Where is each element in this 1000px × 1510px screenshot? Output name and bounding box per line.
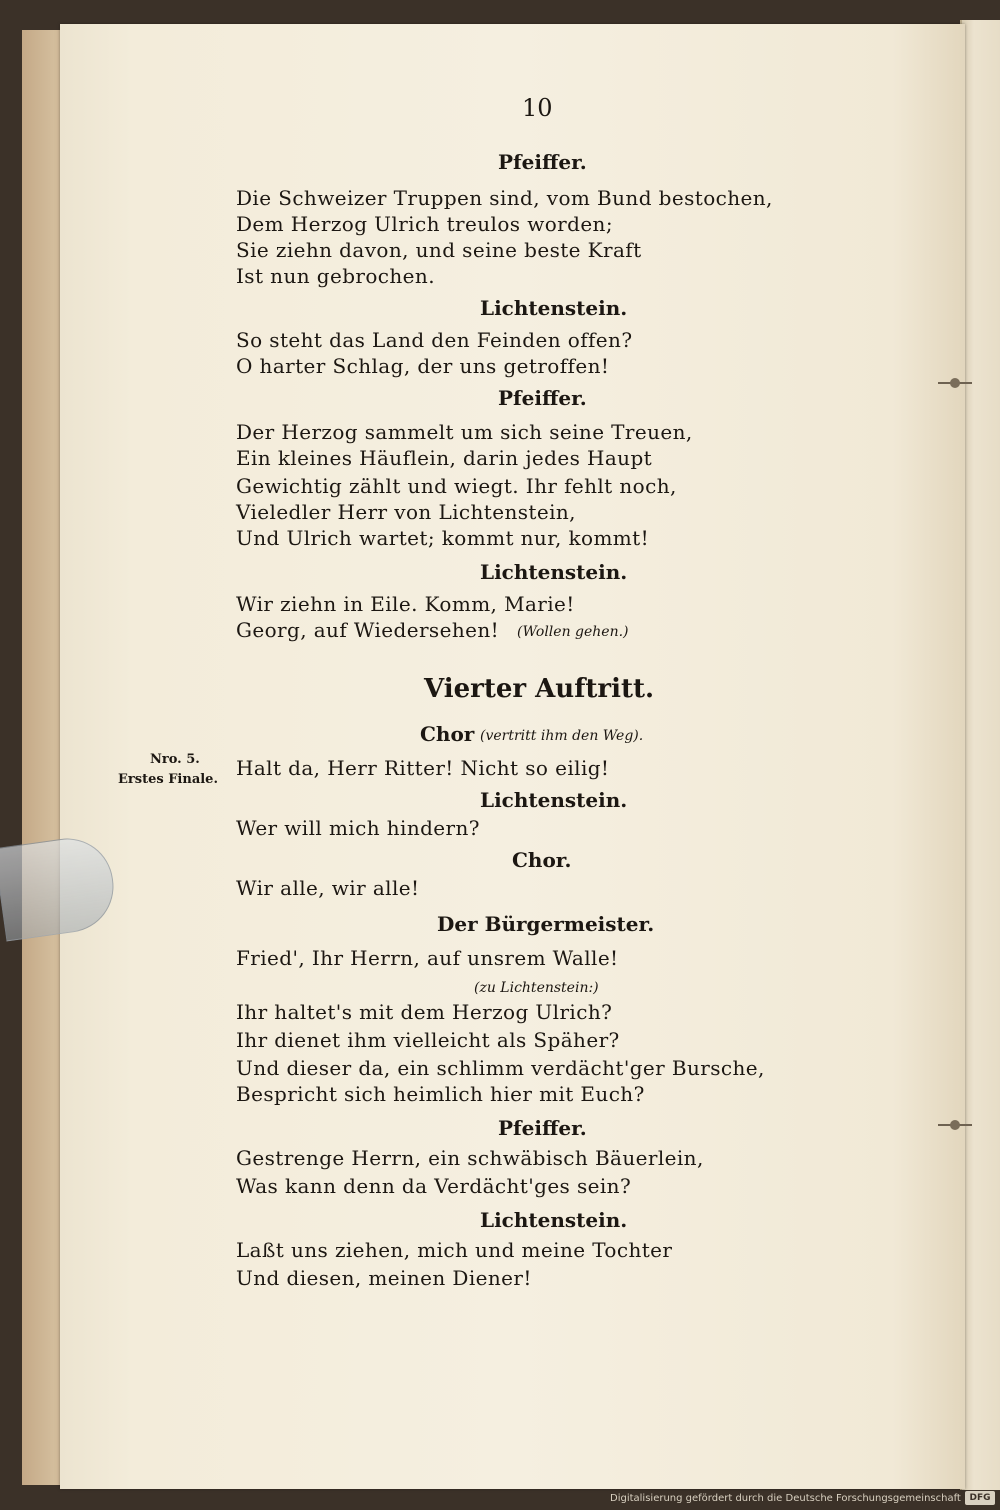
speaker-label: Der Bürgermeister. [437,912,655,936]
show-through-text [610,170,840,1300]
verse-line: Die Schweizer Truppen sind, vom Bund bestochen, [236,186,773,210]
verse-line: Und dieser da, ein schlimm verdächt'ger Bursche, [236,1056,765,1080]
dfg-logo: DFG [965,1491,995,1505]
speaker-label: Lichtenstein. [480,560,628,584]
staple-icon [938,378,972,388]
verse-line: Fried', Ihr Herrn, auf unsrem Walle! [236,946,619,970]
verse-line: Vieledler Herr von Lichtenstein, [236,500,576,524]
speaker-label: Pfeiffer. [498,386,587,410]
stage-direction: (zu Lichtenstein:) [474,980,599,996]
verse-line: Der Herzog sammelt um sich seine Treuen, [236,420,693,444]
verse-line: Was kann denn da Verdächt'ges sein? [236,1174,632,1198]
verse-line: Und Ulrich wartet; kommt nur, kommt! [236,526,650,550]
verse-line: Gestrenge Herrn, ein schwäbisch Bäuerlein, [236,1146,704,1170]
verse-line: Wir alle, wir alle! [236,876,420,900]
speaker-label: Chor [420,722,475,746]
speaker-label: Pfeiffer. [498,1116,587,1140]
scene-heading: Vierter Auftritt. [424,674,655,704]
verse-line: Wir ziehn in Eile. Komm, Marie! [236,592,575,616]
verse-line: Ihr dienet ihm vielleicht als Späher? [236,1028,620,1052]
speaker-label: Lichtenstein. [480,296,628,320]
verse-line: O harter Schlag, der uns getroffen! [236,354,610,378]
verse-line: Georg, auf Wiedersehen! [236,618,500,642]
verse-line: Gewichtig zählt und wiegt. Ihr fehlt noch, [236,474,677,498]
staple-icon [938,1120,972,1130]
page-number: 10 [522,94,553,122]
verse-line: Halt da, Herr Ritter! Nicht so eilig! [236,756,610,780]
speaker-label: Lichtenstein. [480,1208,628,1232]
margin-title: Erstes Finale. [118,772,218,787]
verse-line: Wer will mich hindern? [236,816,480,840]
verse-line: Sie ziehn davon, und seine beste Kraft [236,238,642,262]
verse-line: Ihr haltet's mit dem Herzog Ulrich? [236,1000,613,1024]
verse-line: Laßt uns ziehen, mich und meine Tochter [236,1238,673,1262]
verse-line: So steht das Land den Feinden offen? [236,328,633,352]
stage-direction: (vertritt ihm den Weg). [480,728,644,744]
margin-number: Nro. 5. [150,752,200,767]
facing-page-edge [960,20,1000,1490]
verse-line: Ein kleines Häuflein, darin jedes Haupt [236,446,653,470]
verse-line: Bespricht sich heimlich hier mit Euch? [236,1082,645,1106]
speaker-label: Pfeiffer. [498,150,587,174]
digitization-credit: Digitalisierung gefördert durch die Deutsche Forschungsgemeinschaft [610,1493,961,1504]
verse-line: Ist nun gebrochen. [236,264,435,288]
speaker-label: Lichtenstein. [480,788,628,812]
stage-direction: (Wollen gehen.) [517,624,629,640]
speaker-label: Chor. [512,848,572,872]
verse-line: Dem Herzog Ulrich treulos worden; [236,212,613,236]
verse-line: Und diesen, meinen Diener! [236,1266,532,1290]
